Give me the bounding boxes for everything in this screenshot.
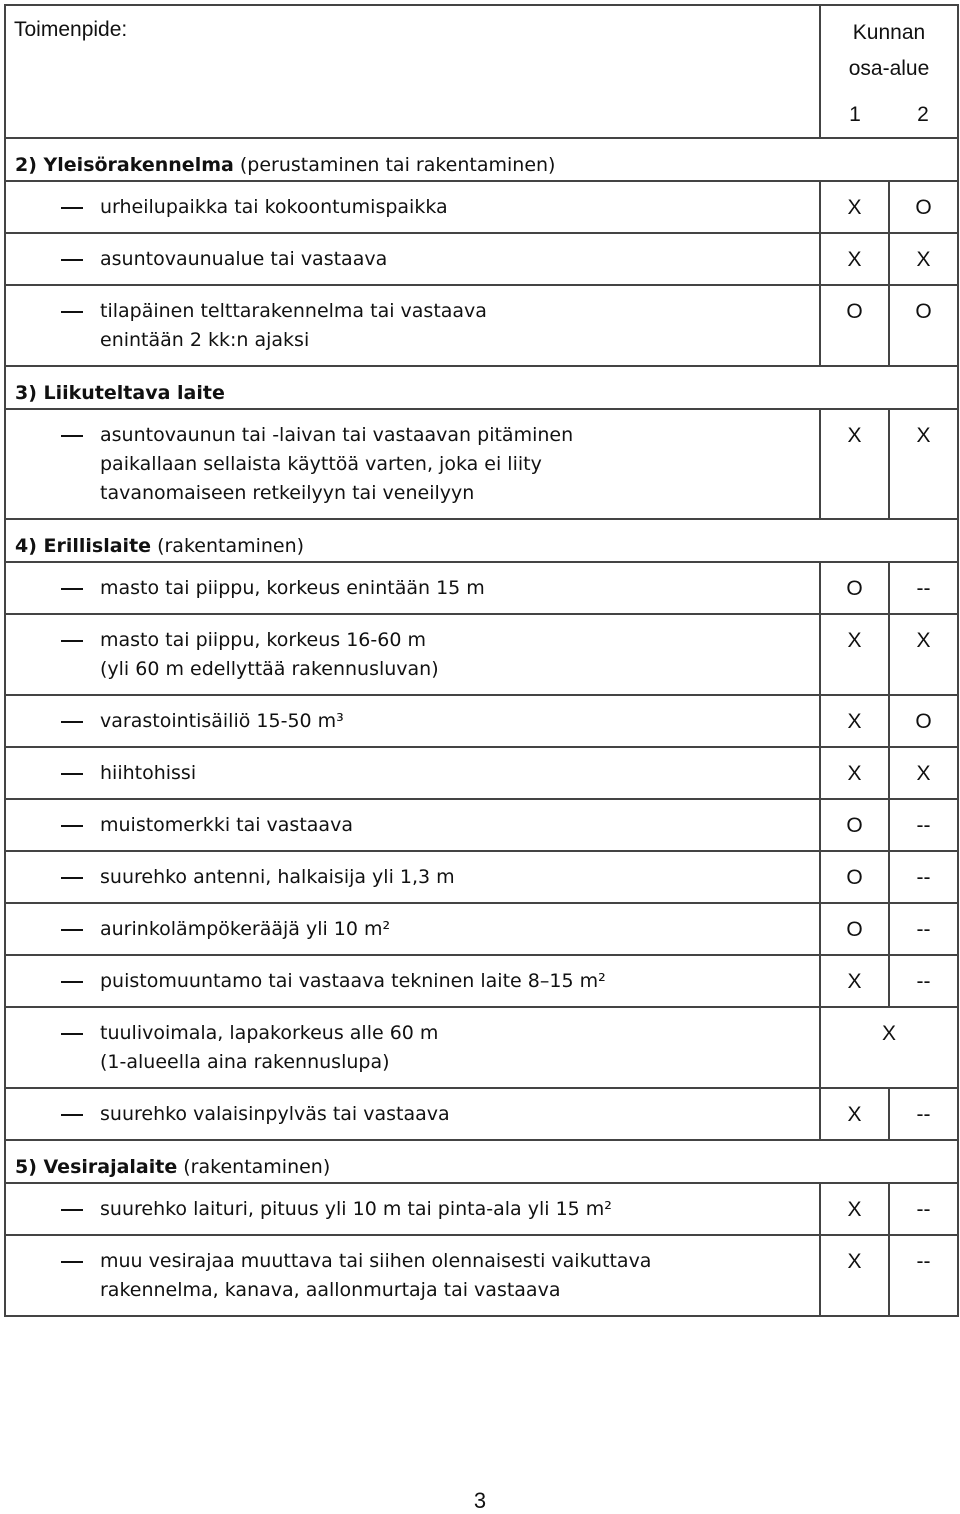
item-description-cell bbox=[5, 1235, 820, 1316]
item-description-cell bbox=[5, 614, 820, 695]
area-2-mark: X bbox=[889, 747, 958, 799]
area-header-line1: Kunnan bbox=[852, 21, 926, 44]
item-description-cell bbox=[5, 1088, 820, 1140]
area-1-mark: X bbox=[820, 1235, 889, 1316]
section-row bbox=[5, 1140, 958, 1183]
item-row bbox=[5, 1007, 958, 1088]
dash-bullet-icon bbox=[61, 588, 83, 590]
item-row bbox=[5, 409, 958, 519]
dash-bullet-icon bbox=[61, 929, 83, 931]
item-text: aurinkolämpökerääjä yli 10 m² bbox=[100, 918, 391, 940]
dash-bullet-icon bbox=[61, 259, 83, 261]
area-1-mark: O bbox=[820, 285, 889, 366]
area-1-mark: O bbox=[820, 562, 889, 614]
item-description-cell bbox=[5, 799, 820, 851]
area-header-cell bbox=[820, 5, 958, 138]
area-1-mark: X bbox=[820, 747, 889, 799]
item-row bbox=[5, 955, 958, 1007]
dash-bullet-icon bbox=[61, 1114, 83, 1116]
area-1-mark: X bbox=[820, 233, 889, 285]
area-col-2: 2 bbox=[917, 103, 929, 126]
section-qualifier: (rakentaminen) bbox=[177, 1156, 331, 1178]
section-row bbox=[5, 138, 958, 181]
item-row bbox=[5, 1235, 958, 1316]
section-title: 4) Erillislaite bbox=[15, 535, 152, 557]
area-header-line2: osa-alue bbox=[848, 57, 930, 80]
item-text: suurehko antenni, halkaisija yli 1,3 m bbox=[100, 866, 455, 888]
area-2-mark: X bbox=[889, 233, 958, 285]
dash-bullet-icon bbox=[61, 1033, 83, 1035]
area-1-mark: X bbox=[820, 695, 889, 747]
item-text: suurehko laituri, pituus yli 10 m tai pinta-ala yli 15 m² bbox=[100, 1198, 612, 1220]
item-description-cell bbox=[5, 285, 820, 366]
item-description-cell bbox=[5, 409, 820, 519]
table-body bbox=[5, 5, 958, 1316]
item-description-cell bbox=[5, 562, 820, 614]
item-text: varastointisäiliö 15-50 m³ bbox=[100, 710, 344, 732]
section-qualifier: (rakentaminen) bbox=[151, 535, 305, 557]
header-row bbox=[5, 5, 958, 138]
item-text: tuulivoimala, lapakorkeus alle 60 m (1-alueella aina rakennuslupa) bbox=[100, 1022, 439, 1073]
area-1-mark: X bbox=[820, 955, 889, 1007]
area-2-mark: -- bbox=[889, 955, 958, 1007]
item-row bbox=[5, 1183, 958, 1235]
item-description-cell bbox=[5, 695, 820, 747]
item-text: suurehko valaisinpylväs tai vastaava bbox=[100, 1103, 450, 1125]
dash-bullet-icon bbox=[61, 773, 83, 775]
area-2-mark: -- bbox=[889, 1088, 958, 1140]
item-description-cell bbox=[5, 233, 820, 285]
dash-bullet-icon bbox=[61, 1261, 83, 1263]
item-text: masto tai piippu, korkeus 16-60 m (yli 60 m edellyttää rakennusluvan) bbox=[100, 629, 439, 680]
page-number: 3 bbox=[473, 1488, 487, 1513]
dash-bullet-icon bbox=[61, 640, 83, 642]
item-description-cell bbox=[5, 851, 820, 903]
item-row bbox=[5, 851, 958, 903]
section-heading-cell bbox=[5, 366, 958, 409]
area-2-mark: -- bbox=[889, 799, 958, 851]
item-text: puistomuuntamo tai vastaava tekninen laite 8–15 m² bbox=[100, 970, 606, 992]
section-title: 2) Yleisörakennelma bbox=[15, 154, 234, 176]
item-description-cell bbox=[5, 1183, 820, 1235]
area-column-numbers bbox=[821, 97, 957, 133]
section-title: 3) Liikuteltava laite bbox=[15, 382, 225, 404]
dash-bullet-icon bbox=[61, 825, 83, 827]
area-2-mark: O bbox=[889, 181, 958, 233]
area-mark-both: X bbox=[820, 1007, 958, 1088]
item-row bbox=[5, 562, 958, 614]
dash-bullet-icon bbox=[61, 877, 83, 879]
area-2-mark: -- bbox=[889, 562, 958, 614]
dash-bullet-icon bbox=[61, 311, 83, 313]
item-row bbox=[5, 181, 958, 233]
section-heading-cell bbox=[5, 519, 958, 562]
dash-bullet-icon bbox=[61, 435, 83, 437]
item-row bbox=[5, 614, 958, 695]
dash-bullet-icon bbox=[61, 207, 83, 209]
area-2-mark: -- bbox=[889, 1183, 958, 1235]
measures-table bbox=[4, 4, 959, 1317]
area-1-mark: X bbox=[820, 614, 889, 695]
section-row bbox=[5, 519, 958, 562]
action-header: Toimenpide: bbox=[14, 18, 128, 41]
area-2-mark: -- bbox=[889, 903, 958, 955]
section-qualifier: (perustaminen tai rakentaminen) bbox=[233, 154, 556, 176]
area-1-mark: O bbox=[820, 903, 889, 955]
area-2-mark: -- bbox=[889, 851, 958, 903]
dash-bullet-icon bbox=[61, 981, 83, 983]
area-1-mark: X bbox=[820, 1183, 889, 1235]
item-description-cell bbox=[5, 1007, 820, 1088]
item-text: urheilupaikka tai kokoontumispaikka bbox=[100, 196, 448, 218]
dash-bullet-icon bbox=[61, 721, 83, 723]
area-1-mark: X bbox=[820, 181, 889, 233]
area-2-mark: O bbox=[889, 695, 958, 747]
item-row bbox=[5, 1088, 958, 1140]
area-1-mark: X bbox=[820, 1088, 889, 1140]
item-text: hiihtohissi bbox=[100, 762, 197, 784]
area-col-1: 1 bbox=[849, 103, 861, 126]
area-1-mark: O bbox=[820, 851, 889, 903]
section-heading-cell bbox=[5, 1140, 958, 1183]
section-row bbox=[5, 366, 958, 409]
item-row bbox=[5, 747, 958, 799]
item-description-cell bbox=[5, 181, 820, 233]
item-description-cell bbox=[5, 955, 820, 1007]
area-2-mark: -- bbox=[889, 1235, 958, 1316]
item-description-cell bbox=[5, 903, 820, 955]
item-text: muistomerkki tai vastaava bbox=[100, 814, 353, 836]
item-row bbox=[5, 903, 958, 955]
item-text: asuntovaunualue tai vastaava bbox=[100, 248, 388, 270]
item-text: tilapäinen telttarakennelma tai vastaava enintään 2 kk:n ajaksi bbox=[100, 300, 487, 351]
section-title: 5) Vesirajalaite bbox=[15, 1156, 178, 1178]
item-description-cell bbox=[5, 747, 820, 799]
area-2-mark: O bbox=[889, 285, 958, 366]
item-row bbox=[5, 285, 958, 366]
section-heading-cell bbox=[5, 138, 958, 181]
area-1-mark: X bbox=[820, 409, 889, 519]
item-text: asuntovaunun tai -laivan tai vastaavan pitäminen paikallaan sellaista käyttöä varten, joka ei liity tavanomaiseen retkeilyyn tai veneilyyn bbox=[100, 424, 574, 504]
area-2-mark: X bbox=[889, 614, 958, 695]
area-1-mark: O bbox=[820, 799, 889, 851]
item-row bbox=[5, 233, 958, 285]
item-row bbox=[5, 695, 958, 747]
area-2-mark: X bbox=[889, 409, 958, 519]
action-header-cell bbox=[5, 5, 820, 138]
dash-bullet-icon bbox=[61, 1209, 83, 1211]
item-row bbox=[5, 799, 958, 851]
item-text: masto tai piippu, korkeus enintään 15 m bbox=[100, 577, 485, 599]
item-text: muu vesirajaa muuttava tai siihen olennaisesti vaikuttava rakennelma, kanava, aallonmurtaja tai vastaava bbox=[100, 1250, 652, 1301]
